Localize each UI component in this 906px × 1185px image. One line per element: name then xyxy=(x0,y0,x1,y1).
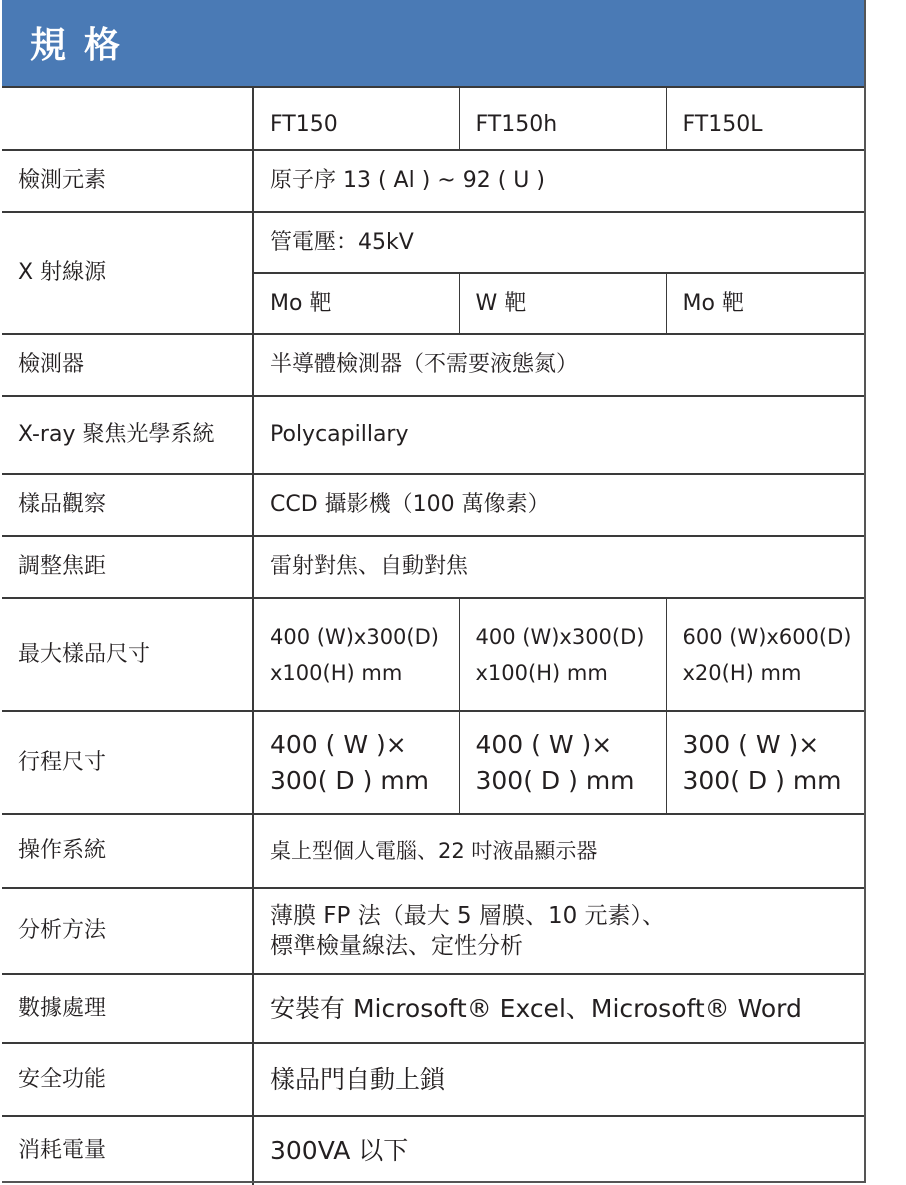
row-value-optics: Polycapillary xyxy=(253,396,866,474)
row-value-elements: 原子序 13 ( Al ) ~ 92 ( U ) xyxy=(253,150,866,212)
row-label-observation: 樣品觀察 xyxy=(2,474,253,536)
row-value-os: 桌上型個人電腦、22 吋液晶顯示器 xyxy=(253,814,866,888)
row-label-analysis: 分析方法 xyxy=(2,888,253,974)
row-value-safety: 樣品門自動上鎖 xyxy=(253,1043,866,1116)
stroke-ft150l-line1: 300 ( W )× xyxy=(682,729,820,759)
max-size-ft150-line2: x100(H) mm xyxy=(270,660,403,685)
table-frame xyxy=(2,0,866,1183)
stroke-ft150-line1: 400 ( W )× xyxy=(270,729,407,759)
row-value-focus: 雷射對焦、自動對焦 xyxy=(253,536,866,598)
stroke-ft150h-line1: 400 ( W )× xyxy=(475,729,613,759)
analysis-line2: 標準檢量線法、定性分析 xyxy=(270,933,523,959)
max-size-ft150h-line1: 400 (W)x300(D) xyxy=(475,624,645,649)
stroke-ft150-line2: 300( D ) mm xyxy=(270,765,430,795)
max-size-ft150-line1: 400 (W)x300(D) xyxy=(270,624,439,649)
model-ft150: FT150 xyxy=(253,88,459,150)
row-label-safety: 安全功能 xyxy=(2,1043,253,1116)
target-ft150l: Mo 靶 xyxy=(666,273,866,334)
target-ft150: Mo 靶 xyxy=(253,273,459,334)
row-label-focus: 調整焦距 xyxy=(2,536,253,598)
row-label-xray: X 射線源 xyxy=(2,212,253,334)
row-value-detector: 半導體檢測器（不需要液態氮） xyxy=(253,334,866,396)
stroke-ft150h-line2: 300( D ) mm xyxy=(475,765,635,795)
row-label-detector: 檢測器 xyxy=(2,334,253,396)
row-label-optics: X-ray 聚焦光學系統 xyxy=(2,396,253,474)
row-label-data: 數據處理 xyxy=(2,974,253,1043)
row-label-power: 消耗電量 xyxy=(2,1116,253,1185)
model-ft150h: FT150h xyxy=(459,88,666,150)
row-value-data: 安裝有 Microsoft® Excel、Microsoft® Word xyxy=(253,974,866,1043)
row-label-elements: 檢測元素 xyxy=(2,150,253,212)
row-label-max-size: 最大樣品尺寸 xyxy=(2,598,253,711)
row-label-stroke: 行程尺寸 xyxy=(2,711,253,814)
row-value-voltage: 管電壓：45kV xyxy=(253,212,866,273)
stroke-ft150l-line2: 300( D ) mm xyxy=(682,765,842,795)
spec-title: 規格 xyxy=(30,25,139,66)
max-size-ft150l-line1: 600 (W)x600(D) xyxy=(682,624,852,649)
max-size-ft150h-line2: x100(H) mm xyxy=(475,660,608,685)
model-ft150l: FT150L xyxy=(666,88,866,150)
row-value-power: 300VA 以下 xyxy=(270,1136,409,1165)
analysis-line1: 薄膜 FP 法（最大 5 層膜、10 元素）、 xyxy=(270,903,666,929)
target-ft150h: W 靶 xyxy=(459,273,666,334)
max-size-ft150l-line2: x20(H) mm xyxy=(682,660,802,685)
row-label-os: 操作系統 xyxy=(2,814,253,888)
row-value-observation: CCD 攝影機（100 萬像素） xyxy=(253,474,866,536)
